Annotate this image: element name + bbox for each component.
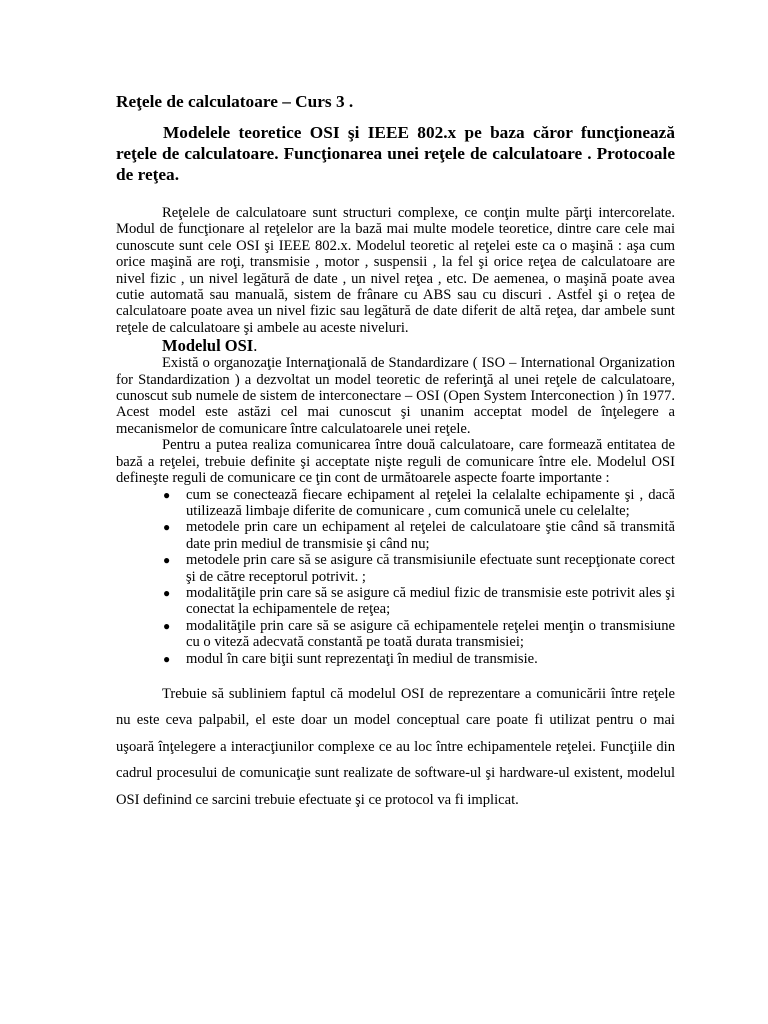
list-item [163,584,675,618]
list-item-text: metodele prin care să se asigure că transmisiunile efectuate sunt recepţionate corect şi de către receptorul potrivit. ; [186,552,675,585]
list-item [163,617,675,651]
osi-subheading [162,336,675,355]
document-title: Reţele de calculatoare – Curs 3 . [116,92,354,111]
osi-subheading-suffix: . [253,336,258,356]
list-item-text: metodele prin care un echipament al reţelei de calculatoare ştie când să transmită date prin mediul de transmisie şi când nu; [186,519,675,552]
list-item-text: modul în care biţii sunt reprezentaţi în mediul de transmisie. [186,650,538,667]
osi-paragraph-1: Există o organozaţie Internaţională de Standardizare ( ISO – International Organization for Standardization ) a dezvoltat un model teoretic de referinţă al unei reţele de calculatoare, cunoscut sub numele de sistem de interconectare – OSI (Open System Interconection ) în 1977. Acest model este astăzi cel mai cunoscut şi unanim acceptat model de înţelegere a mecanismelor de comunicare între calculatoarele unei reţele. [116,355,675,437]
osi-paragraph-2: Pentru a putea realiza comunicarea între două calculatoare, care formează entitatea de bază a reţelei, trebuie definite şi acceptate nişte reguli de comunicare între ele. Modelul OSI defineşte reguli de comunicare ce ţin cont de următoarele aspecte foarte importante : [116,437,675,487]
osi-subheading-text: Modelul OSI [162,336,254,356]
bullet-icon: ● [163,520,171,535]
bullet-icon: ● [163,618,171,633]
osi-aspects-list [116,487,675,667]
list-item-text: cum se conectează fiecare echipament al reţelei la celalalte echipamente şi , dacă utilizează limbaje diferite de comunicare , cum comunică unele cu celelalte; [186,486,675,519]
list-item-text: modalităţile prin care să se asigure că mediul fizic de transmisie este potrivit ales şi conectat la echipamentele de reţea; [186,584,675,618]
list-item [163,650,675,667]
list-item [163,552,675,585]
section-heading: Modelele teoretice OSI şi IEEE 802.x pe baza căror funcţionează reţele de calculatoare. Funcţionarea unei reţele de calculatoare . Protocoale de reţea. [116,123,675,184]
closing-paragraph: Trebuie să subliniem faptul că modelul OSI de reprezentare a comunicării între reţele nu este ceva palpabil, el este doar un model conceptual care poate fi utilizat pentru o mai uşoară înţelegere a interacţiunilor complexe ce au loc între echipamentele reţelei. Funcţiile din cadrul procesului de comunicaţie sunt realizate de software-ul şi hardware-ul existent, modelul OSI definind ce sarcini trebuie efectuate şi ce protocol va fi implicat. [116,685,675,808]
bullet-icon: ● [163,487,171,502]
intro-paragraph: Reţelele de calculatoare sunt structuri complexe, ce conţin multe părţi intercorelate. Modul de funcţionare al reţelelor are la bază mai multe modele teoretice, dintre care cele mai cunoscute sunt cele OSI şi IEEE 802.x. Modelul teoretic al reţelei este ca o maşină : aşa cum orice maşină are roţi, transmisie , motor , suspensii , la fel şi orice reţea de calculatoare are nivel fizic , un nivel legătură de date , un nivel reţea , etc. De aemenea, o maşină poate avea cutie automată sau manuală, sistem de frânare cu ABS sau cu discuri . Astfel şi o reţea de calculatoare poate avea un nivel fizic sau legătură de date diferit de altă reţea, dar ambele sunt reţele de calculatoare şi ambele au aceste niveluri. [116,205,675,336]
list-item [163,519,675,552]
bullet-icon: ● [163,651,171,666]
list-item [163,486,675,520]
bullet-icon: ● [163,585,171,600]
list-item-text: modalităţile prin care să se asigure că echipamentele reţelei menţin o transmisiune cu o viteză adecvată constantă pe toată durata transmisiei; [186,617,675,651]
bullet-icon: ● [163,553,171,568]
